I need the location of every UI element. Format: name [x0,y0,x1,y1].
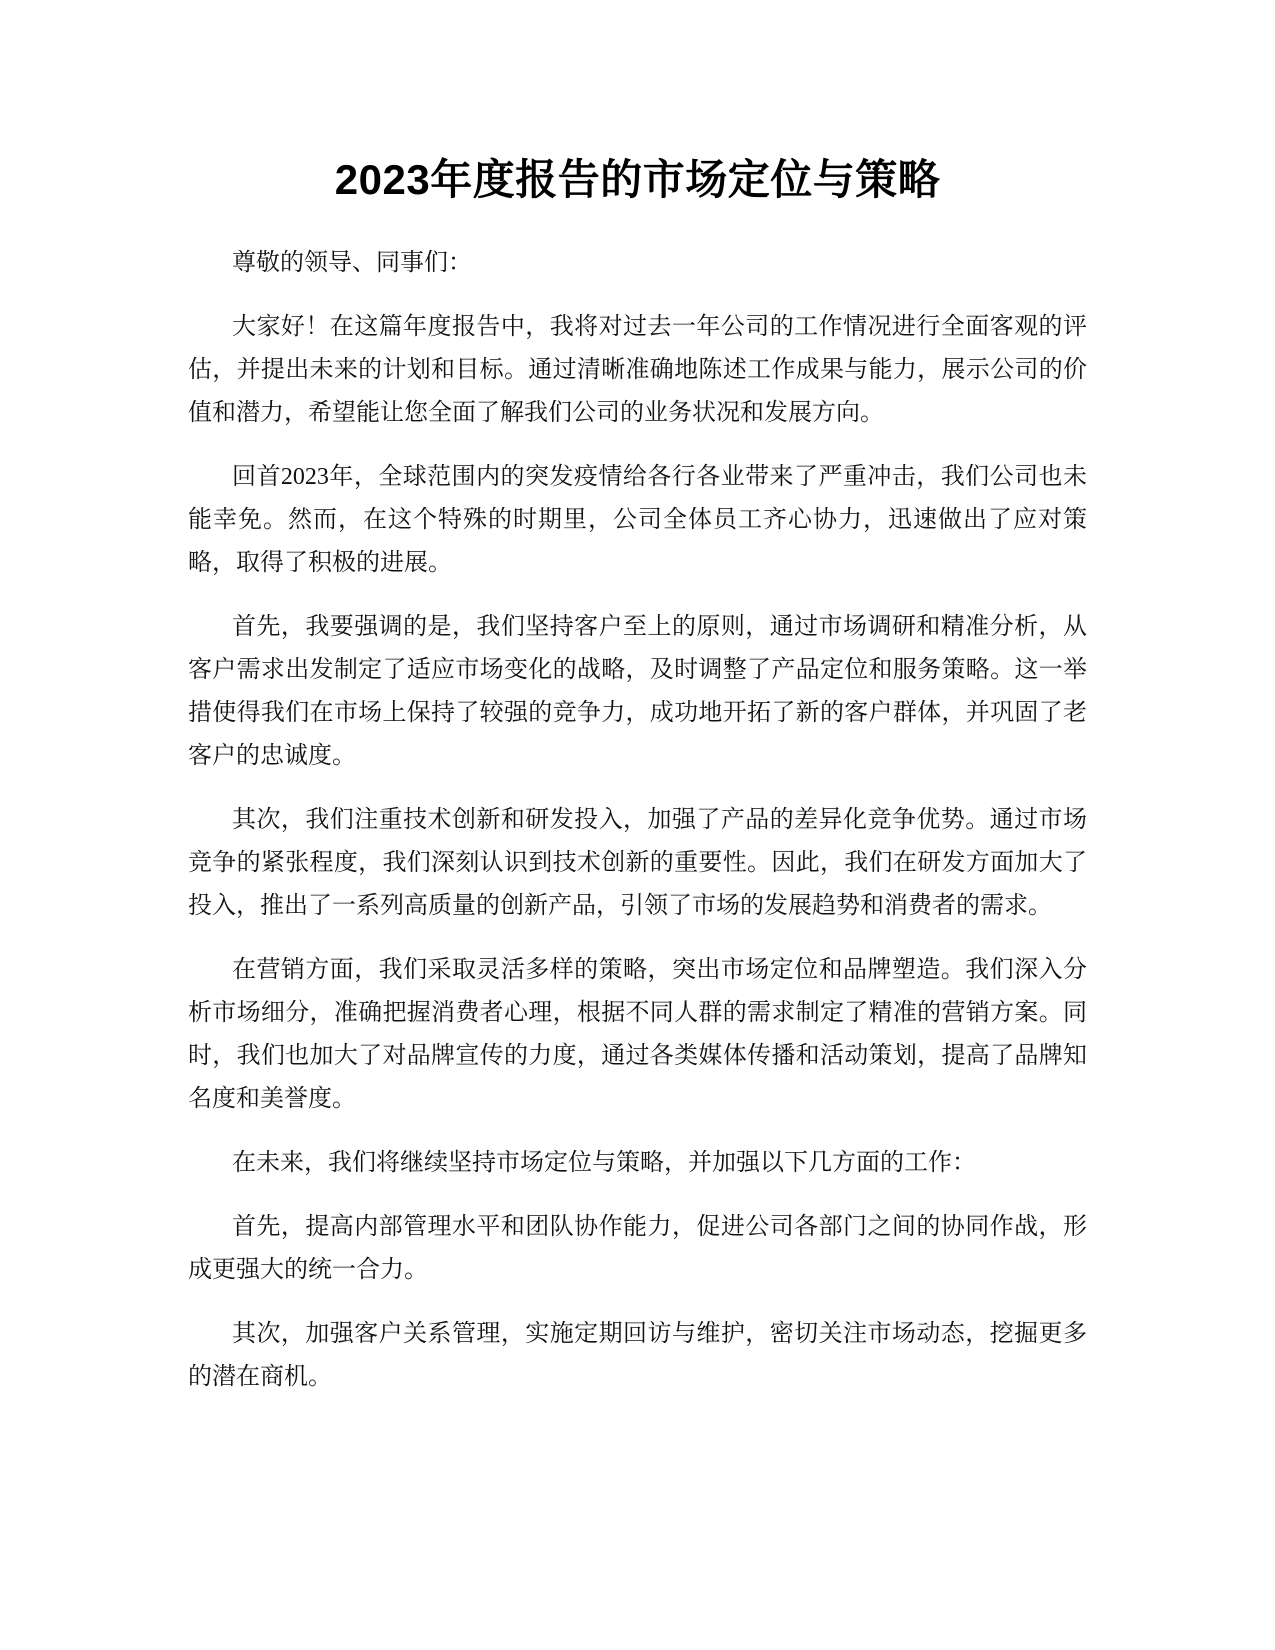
paragraph-future-customer: 其次，加强客户关系管理，实施定期回访与维护，密切关注市场动态，挖掘更多的潜在商机。 [188,1321,1087,1390]
paragraph-introduction: 大家好！在这篇年度报告中，我将对过去一年公司的工作情况进行全面客观的评估，并提出未来的计划和目标。通过清晰准确地陈述工作成果与能力，展示公司的价值和潜力，希望能让您全面了解我们公司的业务状况和发展方向。 [188,314,1087,426]
paragraph-marketing: 在营销方面，我们采取灵活多样的策略，突出市场定位和品牌塑造。我们深入分析市场细分，准确把握消费者心理，根据不同人群的需求制定了精准的营销方案。同时，我们也加大了对品牌宣传的力度，通过各类媒体传播和活动策划，提高了品牌知名度和美誉度。 [188,957,1087,1112]
paragraph-future-intro: 在未来，我们将继续坚持市场定位与策略，并加强以下几方面的工作： [232,1150,976,1176]
document-title: 2023年度报告的市场定位与策略 [334,156,941,203]
paragraph-customer-first: 首先，我要强调的是，我们坚持客户至上的原则，通过市场调研和精准分析，从客户需求出发制定了适应市场变化的战略，及时调整了产品定位和服务策略。这一举措使得我们在市场上保持了较强的竞争力，成功地开拓了新的客户群体，并巩固了老客户的忠诚度。 [188,614,1087,769]
paragraph-future-management: 首先，提高内部管理水平和团队协作能力，促进公司各部门之间的协同作战，形成更强大的统一合力。 [188,1214,1087,1283]
paragraph-salutation: 尊敬的领导、同事们： [232,250,472,276]
document-body [188,242,1087,1420]
paragraph-tech-innovation: 其次，我们注重技术创新和研发投入，加强了产品的差异化竞争优势。通过市场竞争的紧张程度，我们深刻认识到技术创新的重要性。因此，我们在研发方面加大了投入，推出了一系列高质量的创新产品，引领了市场的发展趋势和消费者的需求。 [188,807,1087,919]
paragraph-review-2023: 回首2023年，全球范围内的突发疫情给各行各业带来了严重冲击，我们公司也未能幸免。然而，在这个特殊的时期里，公司全体员工齐心协力，迅速做出了应对策略，取得了积极的进展。 [188,464,1087,576]
